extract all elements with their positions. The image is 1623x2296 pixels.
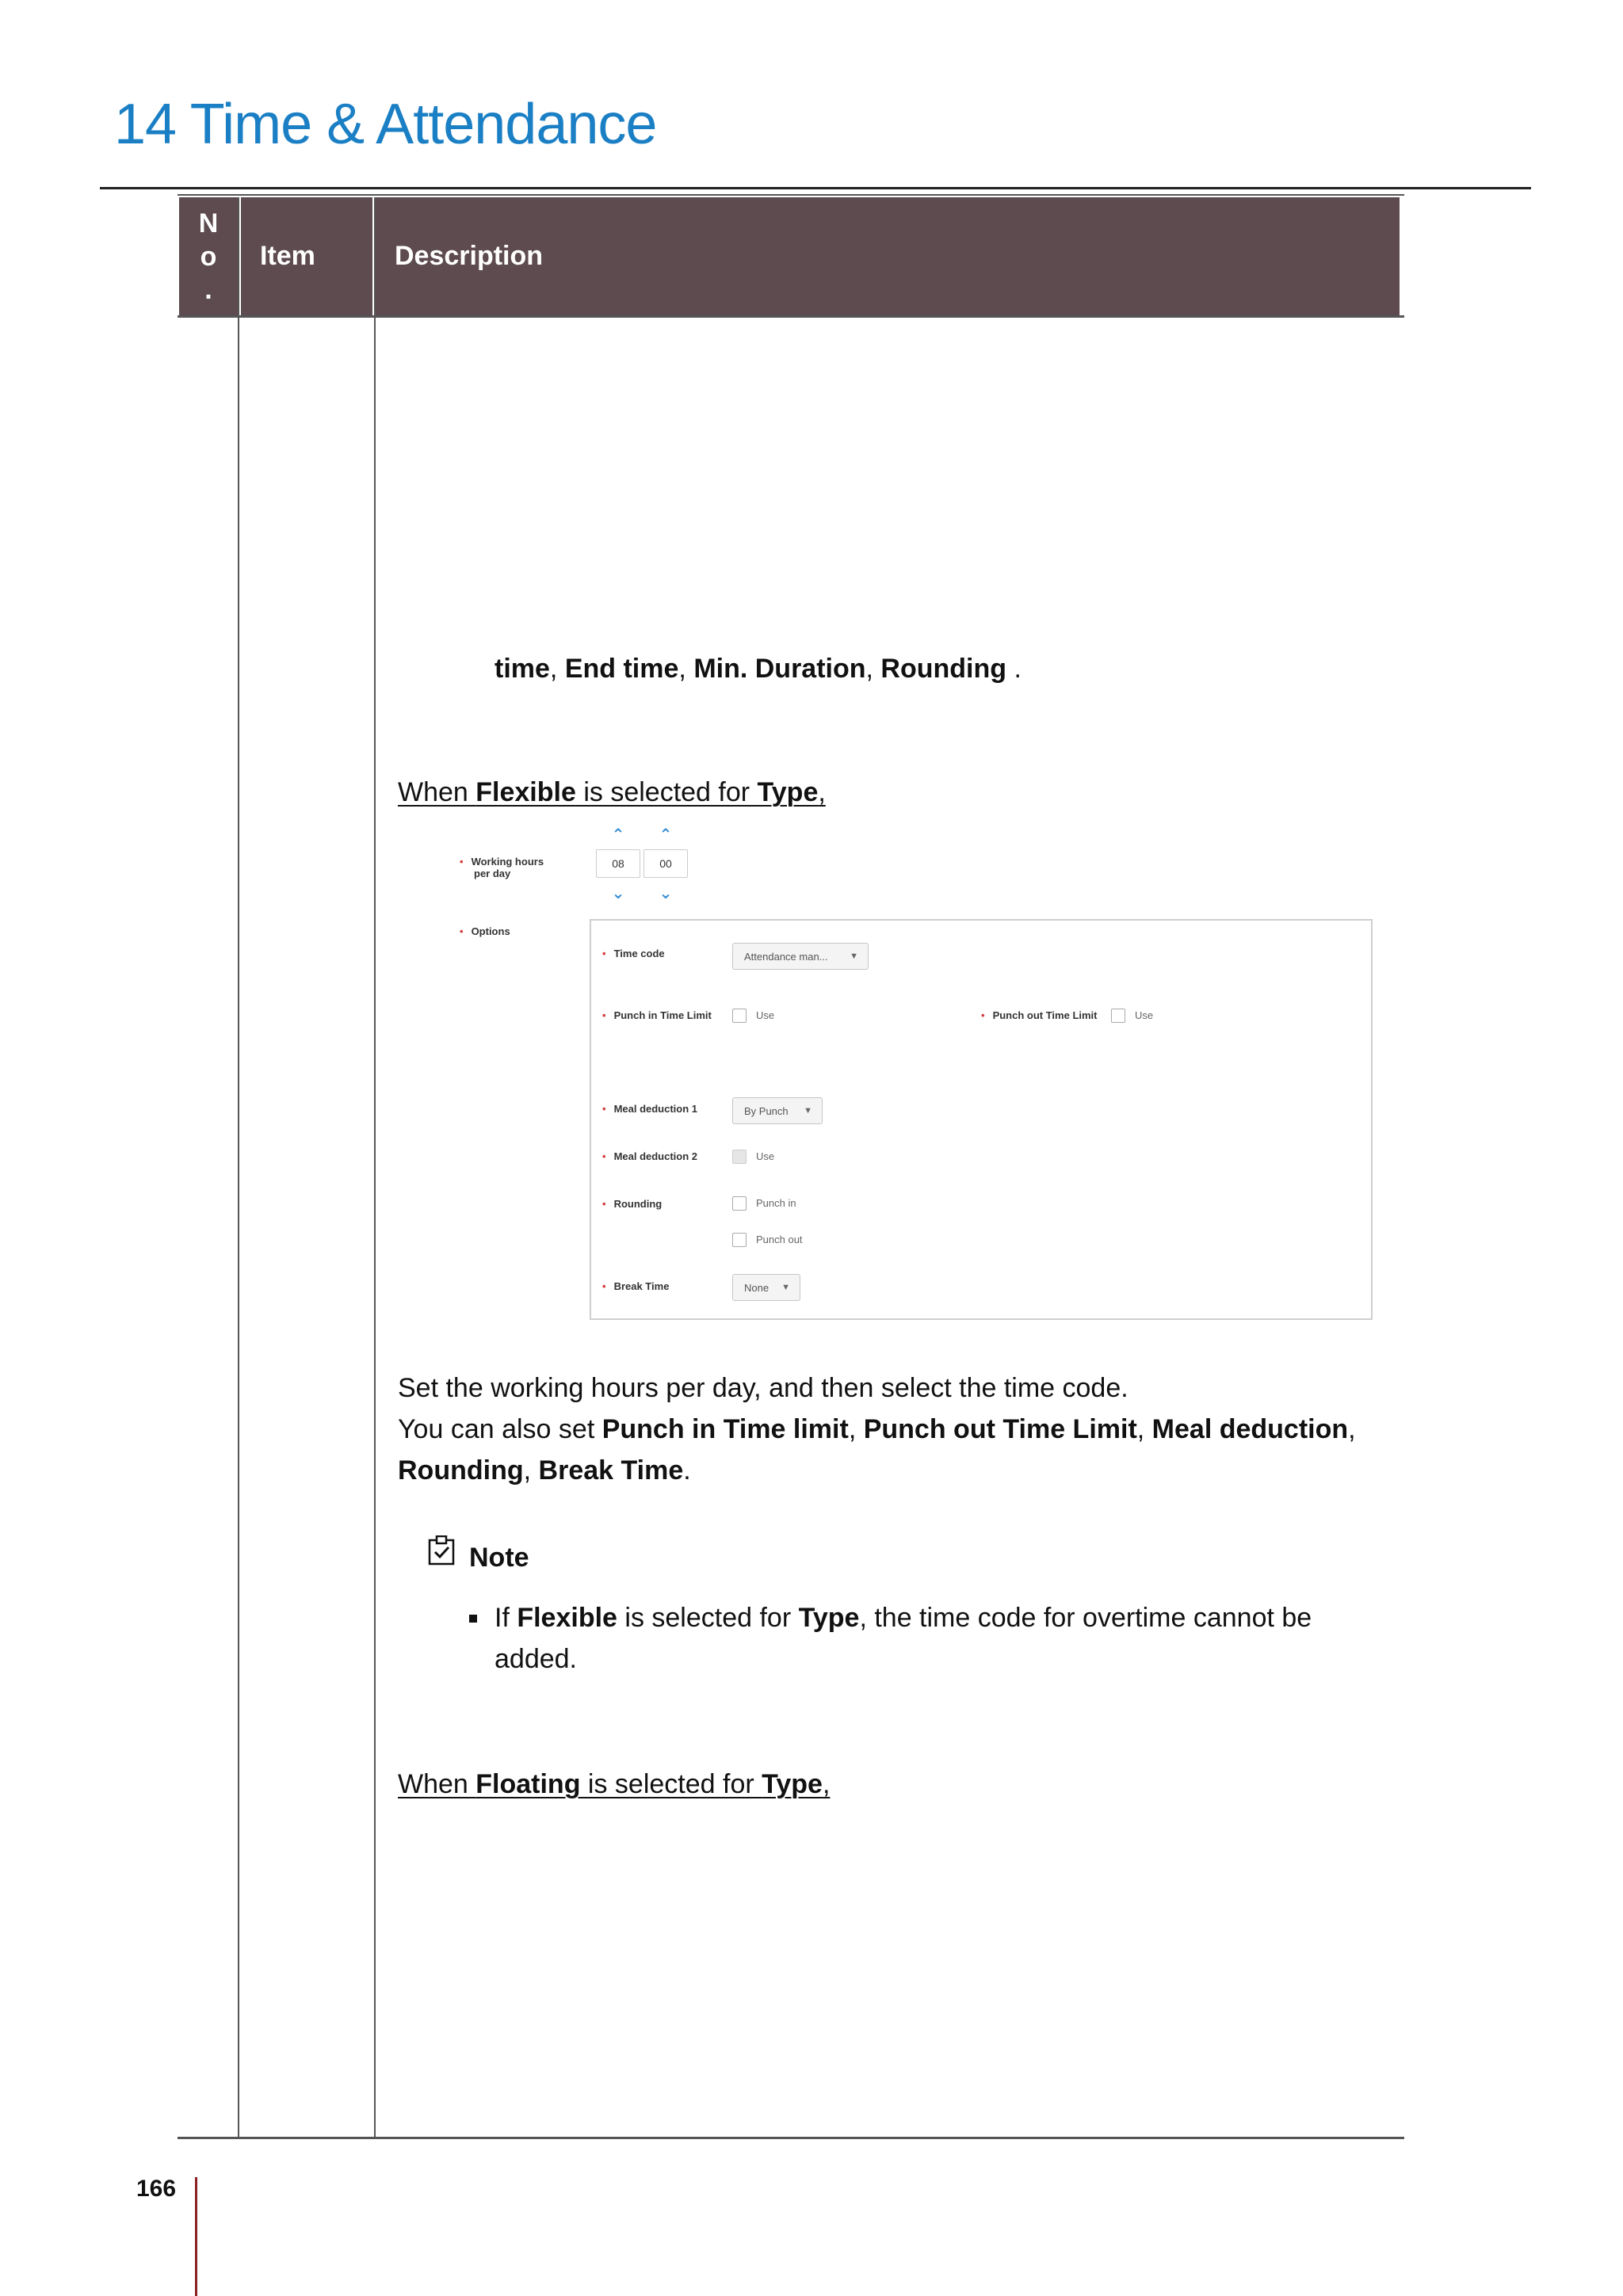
term-meal-deduction: Meal deduction <box>1151 1414 1349 1444</box>
note-title: Note <box>469 1543 529 1573</box>
meal-deduction-1-dropdown[interactable] <box>732 1097 823 1124</box>
heading-keyword: Flexible <box>475 777 576 807</box>
page-title: 14 Time & Attendance <box>114 93 657 156</box>
heading-end: , <box>822 1769 831 1799</box>
heading-when: When <box>398 1769 476 1799</box>
term-type: Type <box>798 1603 860 1633</box>
minutes-up-icon[interactable]: ⌃ <box>659 826 673 844</box>
heading-mid: is selected for <box>575 777 758 807</box>
term-punch-out-limit: Punch out Time Limit <box>863 1414 1137 1444</box>
hours-down-icon[interactable]: ⌄ <box>611 885 625 902</box>
sep: . <box>683 1455 691 1486</box>
break-time-value: None <box>744 1281 769 1294</box>
table-bottom-rule <box>178 2137 1404 2139</box>
chevron-down-icon: ▼ <box>850 952 858 961</box>
text: is selected for <box>617 1603 799 1633</box>
rounding-punch-in-label: Punch in <box>756 1197 796 1209</box>
floating-heading <box>398 1764 830 1805</box>
time-code-dropdown[interactable] <box>732 943 869 970</box>
footer-accent-bar <box>195 2177 197 2296</box>
meal-deduction-1-label: • Meal deduction 1 <box>602 1103 698 1115</box>
time-code-value: Attendance man... <box>744 950 828 963</box>
header-no-char-3: . <box>204 274 212 305</box>
column-divider-1 <box>238 197 239 2138</box>
note-item-line-1 <box>495 1597 1312 1638</box>
field-rounding: Rounding <box>880 654 1007 684</box>
term-flexible: Flexible <box>517 1603 617 1633</box>
sep: , <box>678 654 694 684</box>
heading-end: , <box>818 777 826 807</box>
chevron-down-icon: ▼ <box>781 1283 790 1292</box>
sep: , <box>549 654 565 684</box>
hours-input[interactable]: 08 <box>596 849 640 878</box>
term-rounding: Rounding <box>398 1455 524 1486</box>
rounding-punch-out-label: Punch out <box>756 1234 803 1245</box>
field-min-duration: Min. Duration <box>693 654 866 684</box>
header-bottom-rule <box>178 315 1404 318</box>
text: , the time code for overtime cannot be <box>859 1603 1312 1633</box>
continued-field-list <box>495 648 1022 689</box>
text: You can also set <box>398 1414 602 1444</box>
heading-type: Type <box>762 1769 823 1799</box>
header-no <box>179 197 238 315</box>
hours-up-icon[interactable]: ⌃ <box>611 826 625 844</box>
working-hours-label-2: per day <box>474 868 511 879</box>
chevron-down-icon: ▼ <box>804 1106 812 1116</box>
meal-deduction-2-label: • Meal deduction 2 <box>602 1150 698 1162</box>
text: If <box>495 1603 517 1633</box>
heading-type: Type <box>757 777 819 807</box>
meal-deduction-2-use: Use <box>756 1150 775 1162</box>
rounding-punch-in-checkbox[interactable] <box>732 1196 747 1211</box>
punch-out-limit-use: Use <box>1135 1009 1154 1021</box>
term-punch-in-limit: Punch in Time limit <box>601 1414 849 1444</box>
meal-deduction-2-checkbox[interactable] <box>732 1150 747 1164</box>
note-bullet <box>469 1615 477 1623</box>
options-label: • Options <box>460 925 510 937</box>
sep: . <box>1006 654 1022 684</box>
punch-in-limit-label: • Punch in Time Limit <box>602 1009 712 1021</box>
clipboard-check-icon <box>428 1535 455 1566</box>
flexible-paragraph-2 <box>398 1409 1356 1450</box>
punch-out-limit-label: • Punch out Time Limit <box>981 1009 1098 1021</box>
note-item-line-2: added. <box>495 1644 577 1674</box>
header-item: Item <box>241 197 372 315</box>
options-panel <box>590 919 1373 1320</box>
punch-in-limit-use: Use <box>756 1009 775 1021</box>
column-divider-2 <box>374 197 376 2138</box>
title-divider <box>100 187 1531 189</box>
working-hours-field <box>460 856 544 879</box>
time-code-label: • Time code <box>602 948 665 959</box>
meal-deduction-1-value: By Punch <box>744 1104 789 1117</box>
flexible-paragraph-1: Set the working hours per day, and then select the time code. <box>398 1373 1128 1403</box>
punch-out-limit-checkbox[interactable] <box>1111 1009 1125 1023</box>
flexible-heading <box>398 772 826 813</box>
heading-keyword: Floating <box>475 1769 581 1799</box>
heading-when: When <box>398 777 476 807</box>
table-top-rule <box>178 194 1404 196</box>
sep: , <box>1136 1414 1152 1444</box>
sep: , <box>523 1455 539 1486</box>
header-no-char-1: N <box>198 208 219 238</box>
minutes-input[interactable]: 00 <box>643 849 688 878</box>
header-no-char-2: o <box>200 241 217 272</box>
minutes-down-icon[interactable]: ⌄ <box>659 885 673 902</box>
rounding-punch-out-checkbox[interactable] <box>732 1233 747 1247</box>
heading-mid: is selected for <box>580 1769 762 1799</box>
working-hours-label: • Working hours <box>460 856 544 868</box>
term-break-time: Break Time <box>538 1455 684 1486</box>
flexible-paragraph-3 <box>398 1450 691 1491</box>
field-start-time: time <box>495 654 550 684</box>
punch-in-limit-checkbox[interactable] <box>732 1009 747 1023</box>
break-time-label: • Break Time <box>602 1280 670 1292</box>
header-description: Description <box>376 197 1400 315</box>
page-number: 166 <box>136 2176 177 2202</box>
sep: , <box>848 1414 864 1444</box>
field-end-time: End time <box>564 654 679 684</box>
sep: , <box>865 654 881 684</box>
sep: , <box>1348 1414 1356 1444</box>
rounding-label: • Rounding <box>602 1198 663 1210</box>
break-time-dropdown[interactable] <box>732 1274 800 1301</box>
